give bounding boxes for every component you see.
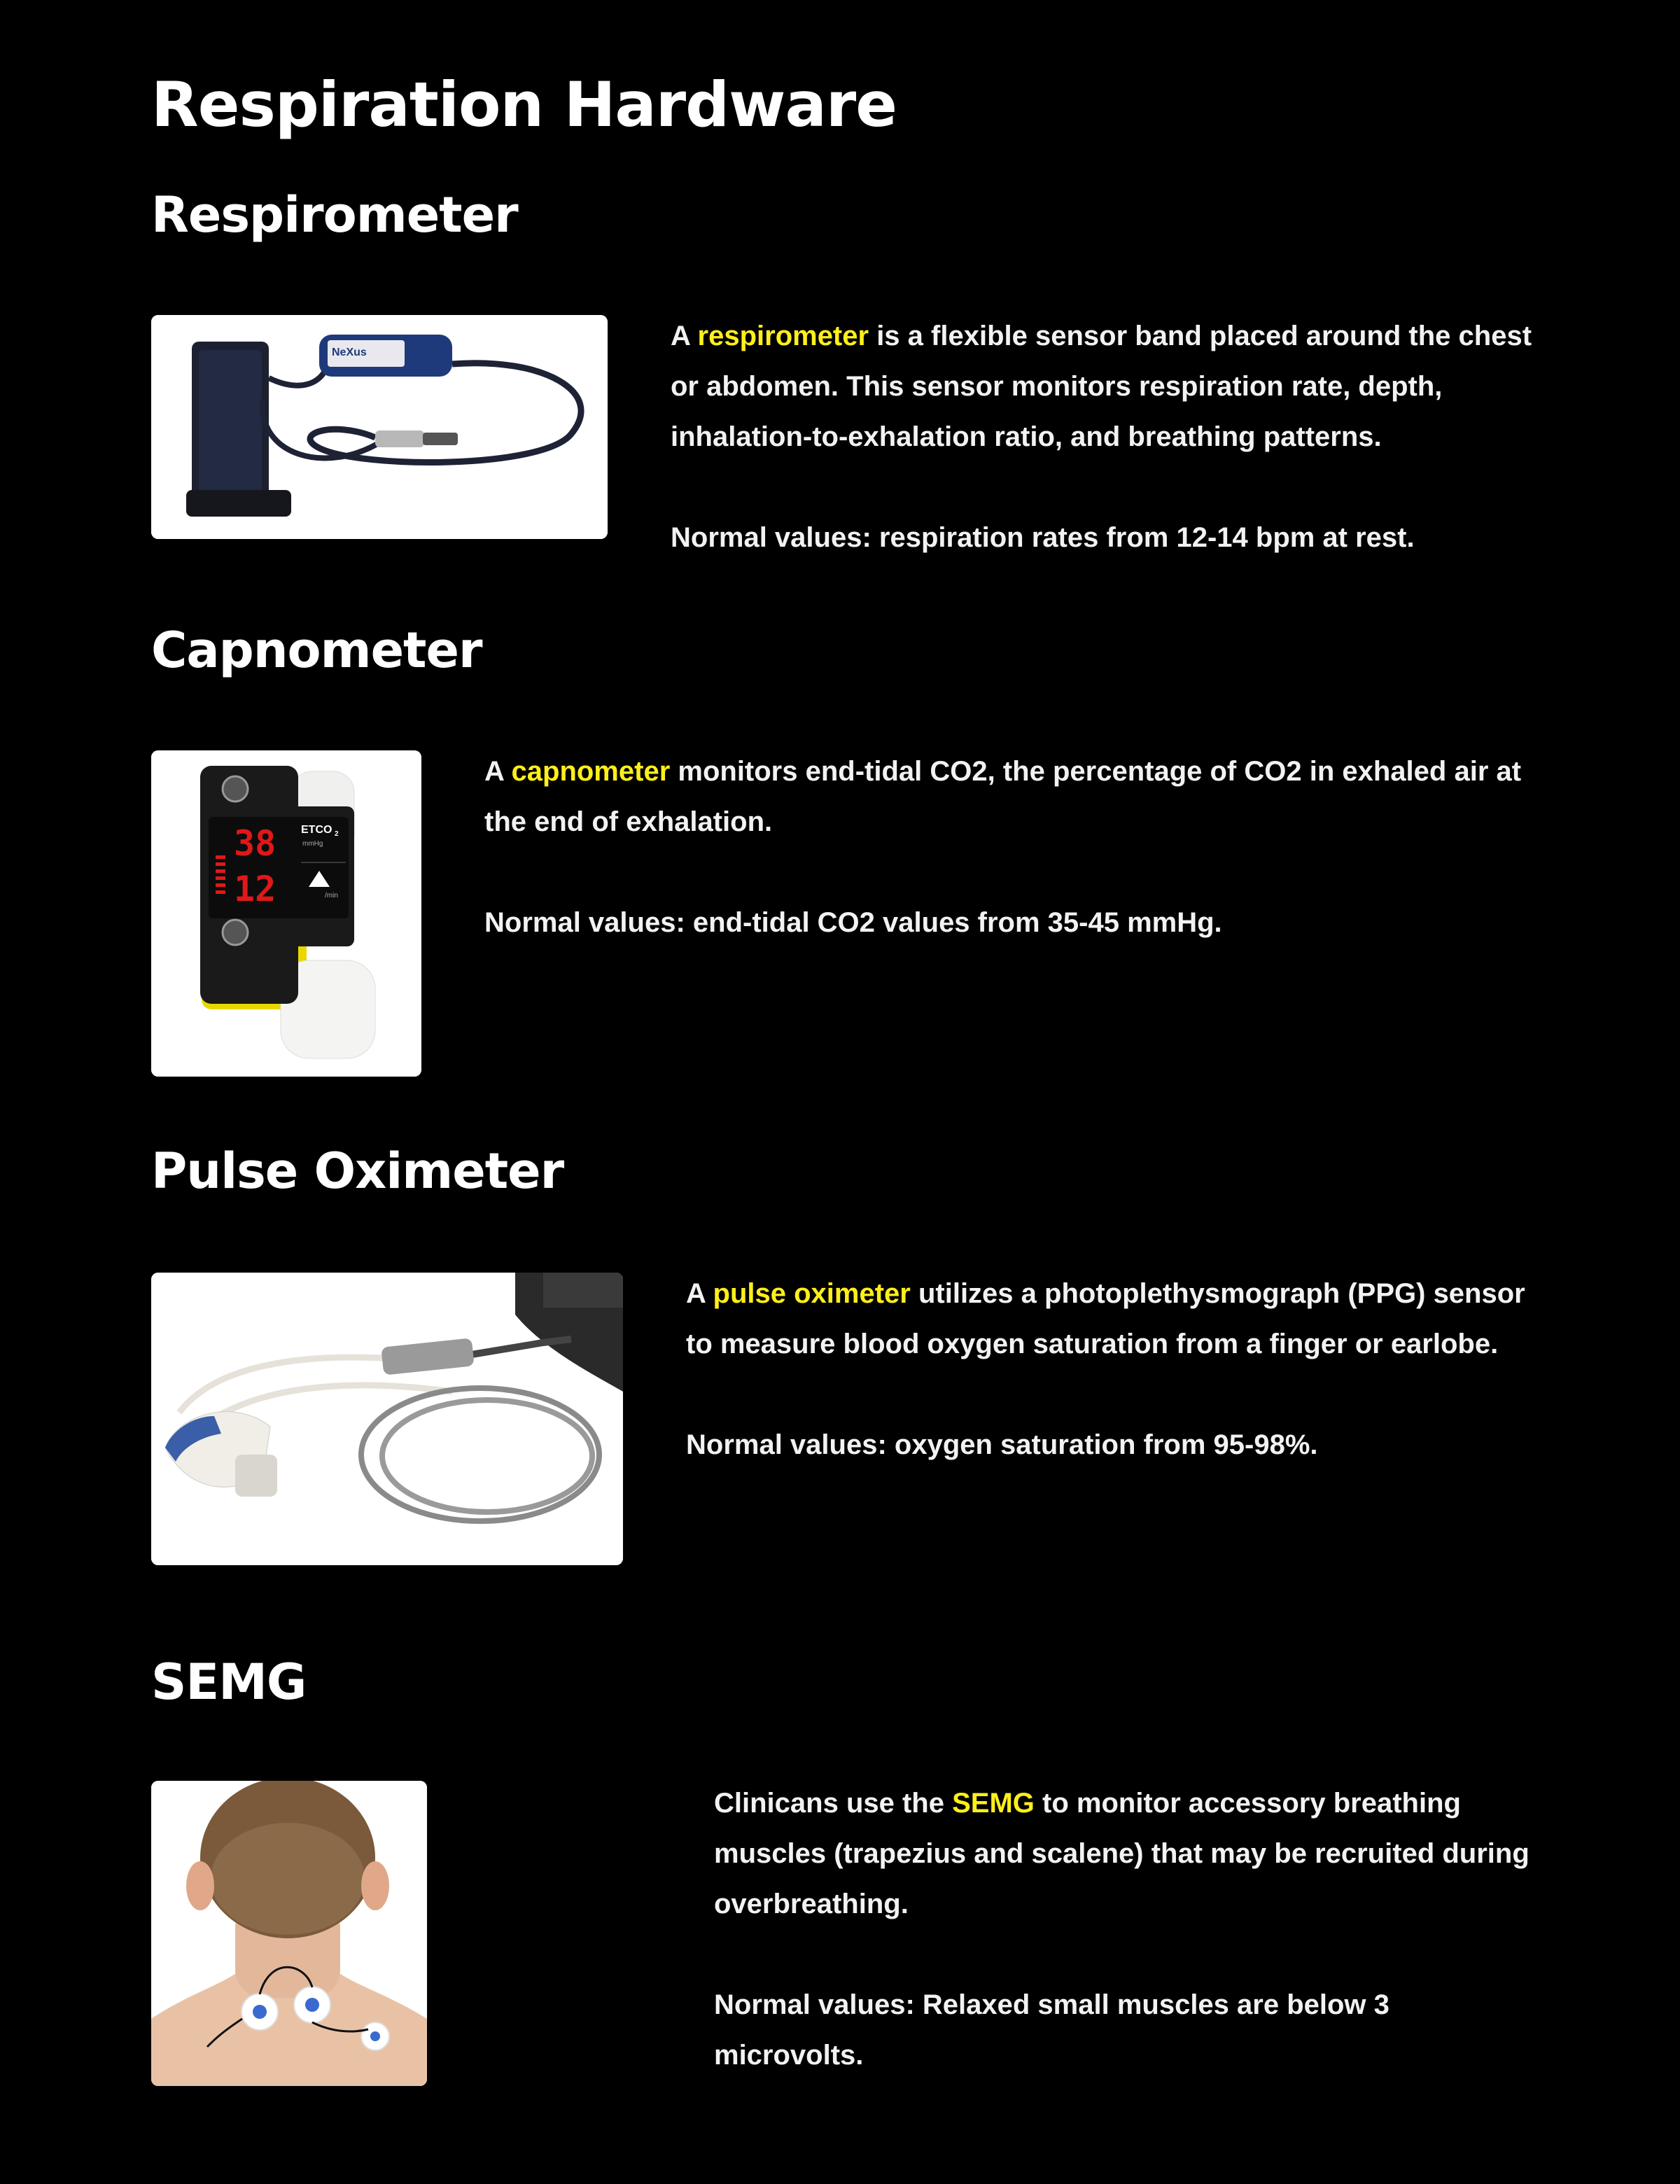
normal-values: Normal values: respiration rates from 12-14 bpm at rest. xyxy=(671,522,1415,553)
etco2-readout: 38 xyxy=(234,823,276,864)
heading-pulse-oximeter: Pulse Oximeter xyxy=(151,1142,564,1200)
highlight-term: SEMG xyxy=(952,1788,1035,1819)
heading-capnometer: Capnometer xyxy=(151,622,482,679)
heading-respirometer: Respirometer xyxy=(151,186,518,244)
svg-text:2: 2 xyxy=(335,830,339,838)
heading-semg: SEMG xyxy=(151,1653,307,1711)
respirometer-description: A respirometer is a flexible sensor band placed around the chest or abdomen. This sensor monitors respiration rate, depth, inhalation-to-exhalation ratio, and breathing patterns. Normal values: respiration rates from 12-14 bpm at rest. xyxy=(671,311,1546,563)
rate-readout: 12 xyxy=(234,869,276,909)
semg-description: Clinicans use the SEMG to monitor accessory breathing muscles (trapezius and scalene) that may be recruited during overbreathing. Normal values: Relaxed small muscles are below 3 microvolts. xyxy=(714,1778,1540,2080)
capnometer-description: A capnometer monitors end-tidal CO2, the percentage of CO2 in exhaled air at the end of exhalation. Normal values: end-tidal CO2 values from 35-45 mmHg. xyxy=(484,746,1548,948)
highlight-term: pulse oximeter xyxy=(713,1278,911,1309)
highlight-term: capnometer xyxy=(511,756,671,787)
normal-values: Normal values: oxygen saturation from 95-98%. xyxy=(686,1429,1318,1460)
etco-label: ETCO xyxy=(301,824,332,836)
nexus-logo-text: NeXus xyxy=(332,346,367,358)
svg-text:/min: /min xyxy=(325,892,338,899)
pulse-oximeter-description: A pulse oximeter utilizes a photoplethysmograph (PPG) sensor to measure blood oxygen saturation from a finger or earlobe. Normal values: oxygen saturation from 95-98%. xyxy=(686,1268,1547,1470)
semg-image xyxy=(151,1781,427,2086)
capnometer-illustration xyxy=(151,750,421,1077)
semg-illustration xyxy=(151,1781,427,2086)
page-title: Respiration Hardware xyxy=(151,69,897,141)
respirometer-image xyxy=(151,315,608,539)
svg-text:mmHg: mmHg xyxy=(302,840,323,848)
pulse-oximeter-image xyxy=(151,1273,623,1565)
pulse-oximeter-illustration xyxy=(151,1273,623,1565)
highlight-term: respirometer xyxy=(697,321,869,351)
respirometer-illustration xyxy=(151,315,608,539)
normal-values: Normal values: Relaxed small muscles are below 3 microvolts. xyxy=(714,1989,1390,2071)
normal-values: Normal values: end-tidal CO2 values from 35-45 mmHg. xyxy=(484,907,1222,938)
capnometer-image xyxy=(151,750,421,1077)
